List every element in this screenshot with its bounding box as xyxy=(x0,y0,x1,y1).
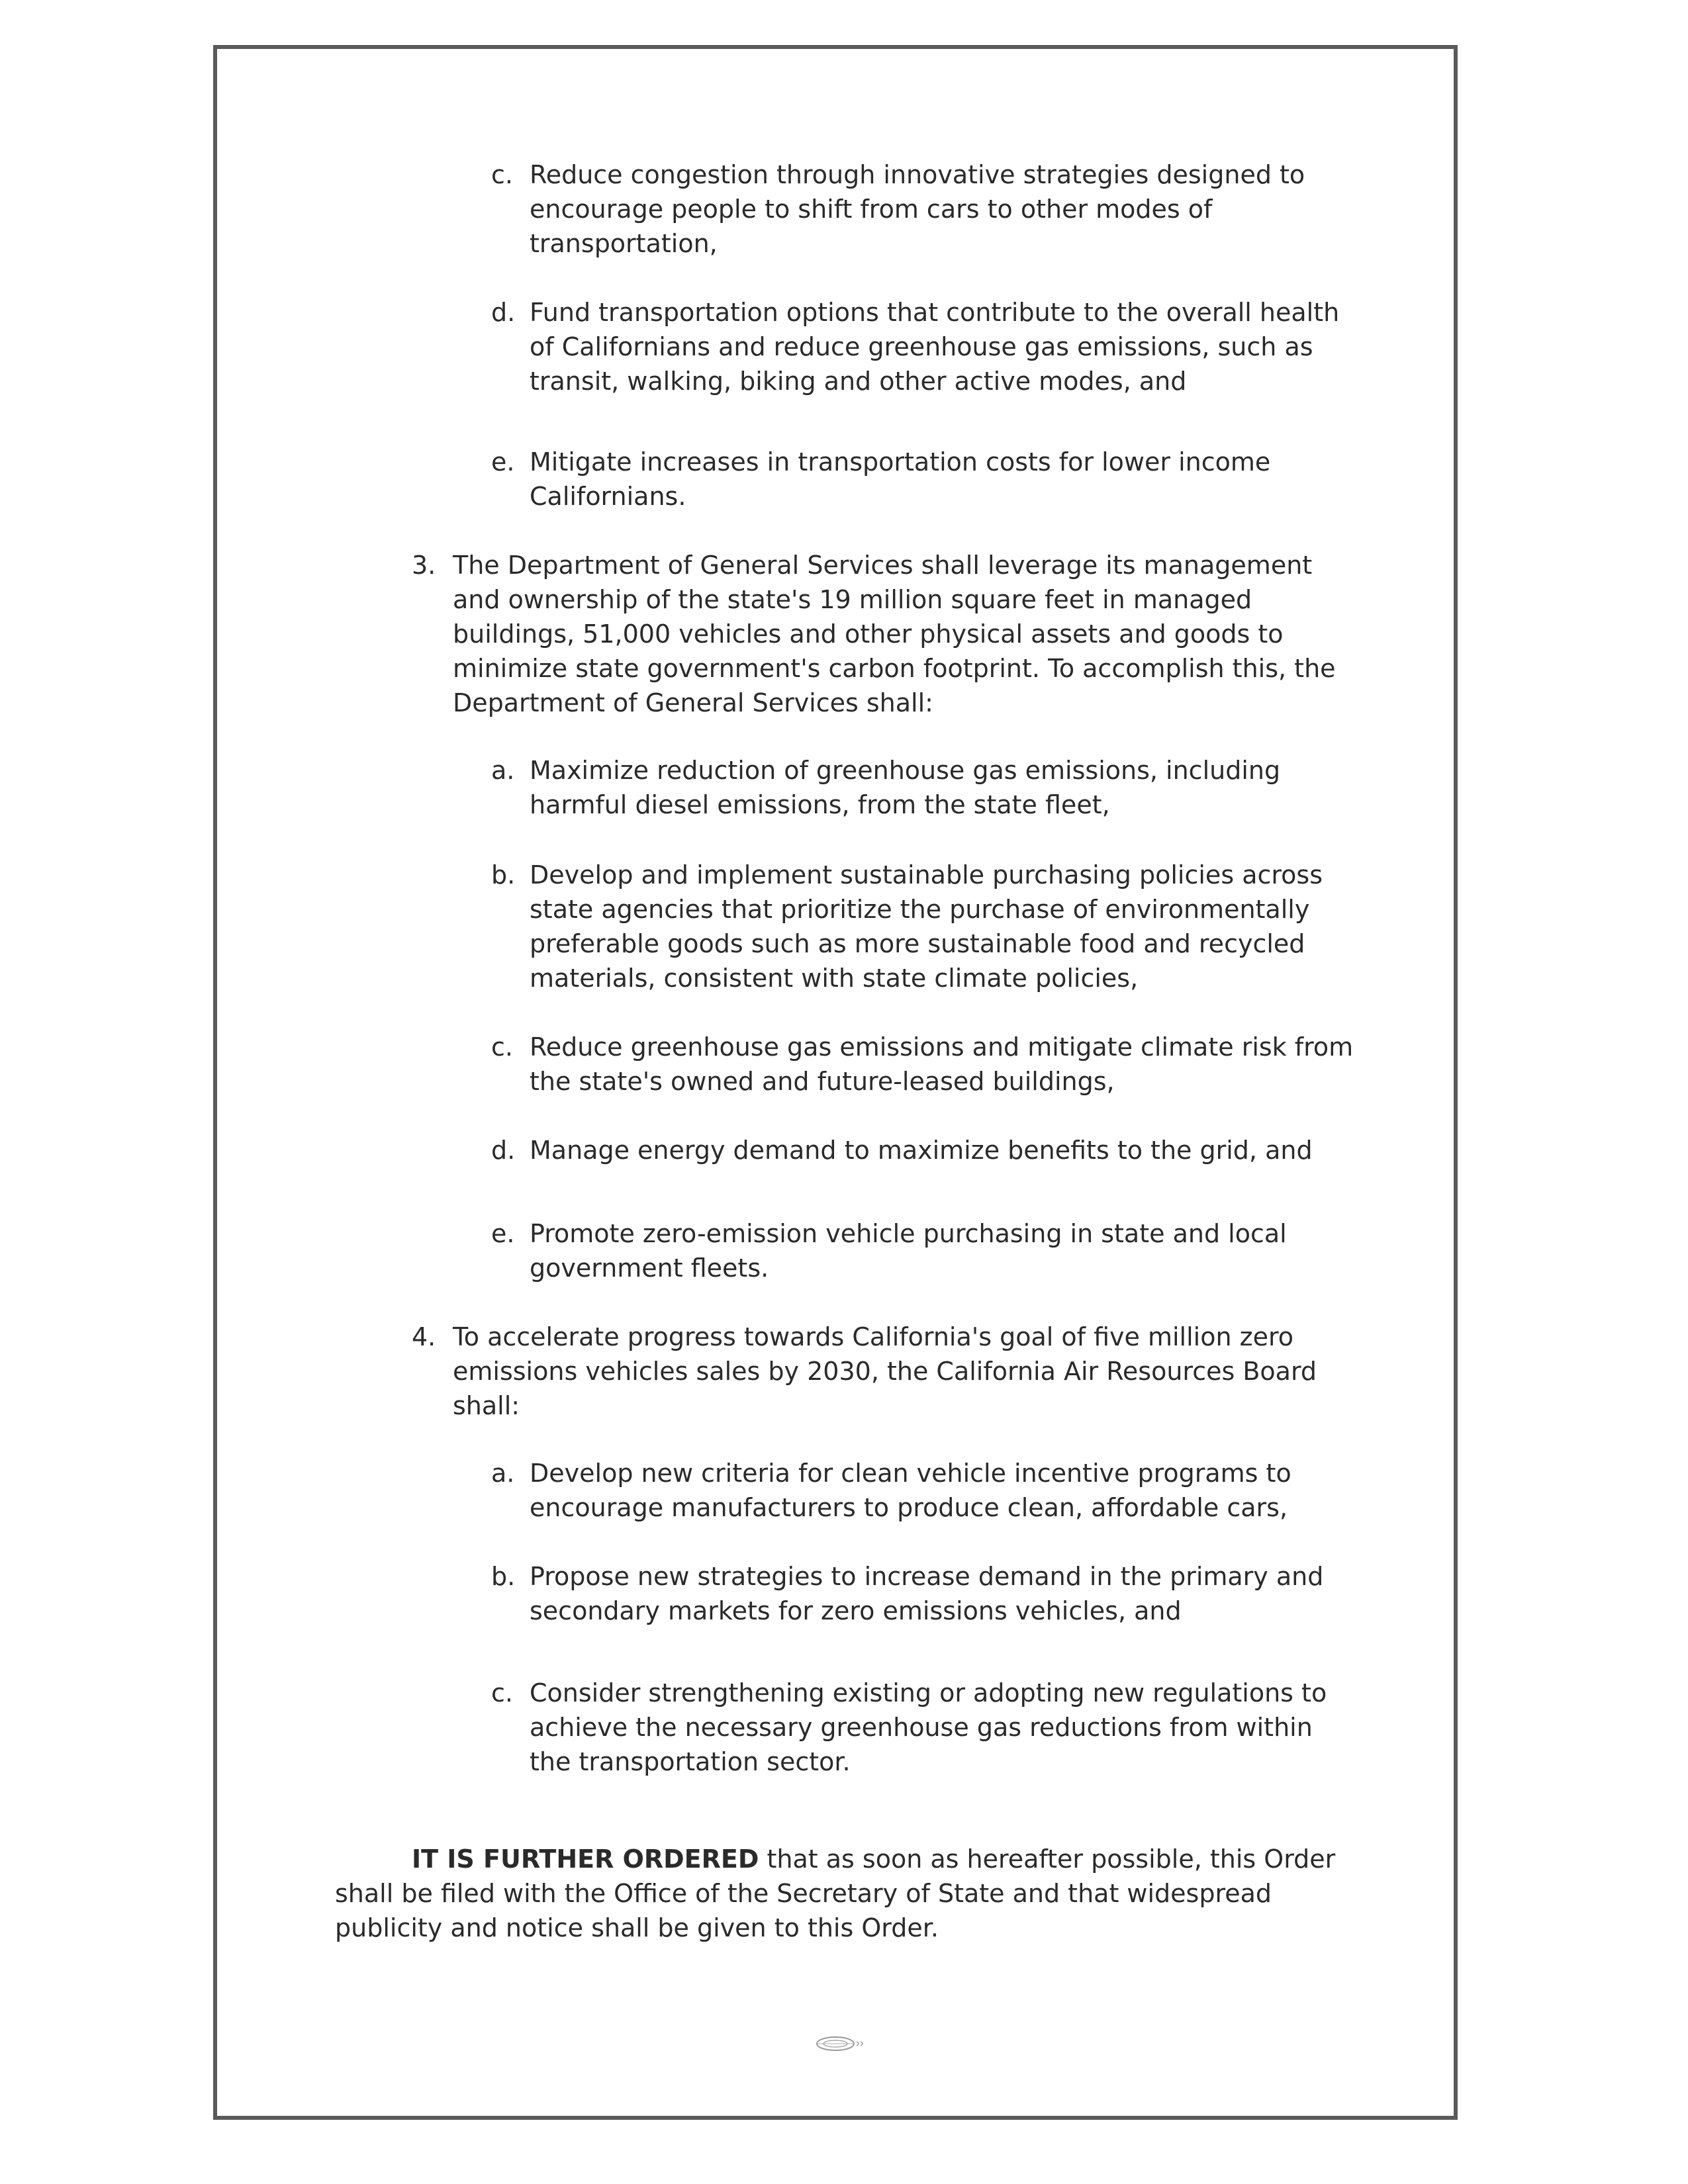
item-3-text: The Department of General Services shall leverage its management and ownership of the state's 19 million square feet in managed buildings, 51,000 vehicles and other physical assets and goods to minimize state government's carbon footprint. To accomplish this, the Department of General Services shall: xyxy=(453,551,1336,717)
item-3d-text: Manage energy demand to maximize benefits to the grid, and xyxy=(530,1136,1313,1165)
item-e-text: Mitigate increases in transportation costs for lower income Californians. xyxy=(530,447,1271,511)
item-3d-marker: d. xyxy=(491,1136,516,1165)
item-3c-text: Reduce greenhouse gas emissions and mitigate climate risk from the state's owned and future-leased buildings, xyxy=(530,1032,1354,1096)
item-4-text: To accelerate progress towards California's goal of five million zero emissions vehicles sales by 2030, the California Air Resources Board shall: xyxy=(453,1322,1317,1420)
item-3a-text: Maximize reduction of greenhouse gas emissions, including harmful diesel emissions, from the state fleet, xyxy=(530,756,1281,819)
item-3e-marker: e. xyxy=(491,1219,515,1248)
item-4b-marker: b. xyxy=(491,1562,516,1591)
closing-bold-lead: IT IS FURTHER ORDERED xyxy=(412,1844,759,1874)
item-3b-marker: b. xyxy=(491,860,516,889)
seal-stamp-icon xyxy=(813,2035,866,2052)
item-d-marker: d. xyxy=(491,298,516,327)
item-4a-text: Develop new criteria for clean vehicle incentive programs to encourage manufacturers to produce clean, affordable cars, xyxy=(530,1459,1291,1522)
item-3e-text: Promote zero-emission vehicle purchasing in state and local government fleets. xyxy=(530,1219,1287,1283)
item-4c-text: Consider strengthening existing or adopting new regulations to achieve the necessary greenhouse gas reductions from within the transportation sector. xyxy=(530,1678,1327,1776)
item-d-text: Fund transportation options that contribute to the overall health of Californians and reduce greenhouse gas emissions, such as transit, walking, biking and other active modes, and xyxy=(530,298,1340,396)
item-c-marker: c. xyxy=(491,160,513,189)
item-4c-marker: c. xyxy=(491,1678,513,1707)
closing-text: that as soon as hereafter possible, this Order shall be filed with the Office of the Secretary of State and that widespread publicity and notice shall be given to this Order. xyxy=(335,1844,1336,1942)
item-4-marker: 4. xyxy=(412,1322,436,1351)
closing-paragraph xyxy=(335,1842,1348,1945)
item-3b-text: Develop and implement sustainable purchasing policies across state agencies that prioritize the purchase of environmentally preferable goods such as more sustainable food and recycled materials, consistent with state climate policies, xyxy=(530,860,1323,993)
item-4b-text: Propose new strategies to increase demand in the primary and secondary markets for zero emissions vehicles, and xyxy=(530,1562,1324,1625)
item-e-marker: e. xyxy=(491,447,515,477)
item-3c-marker: c. xyxy=(491,1032,513,1062)
item-4a-marker: a. xyxy=(491,1459,515,1488)
item-c-text: Reduce congestion through innovative strategies designed to encourage people to shift from cars to other modes of transportation, xyxy=(530,160,1305,258)
item-3a-marker: a. xyxy=(491,756,515,785)
item-3-marker: 3. xyxy=(412,551,436,580)
